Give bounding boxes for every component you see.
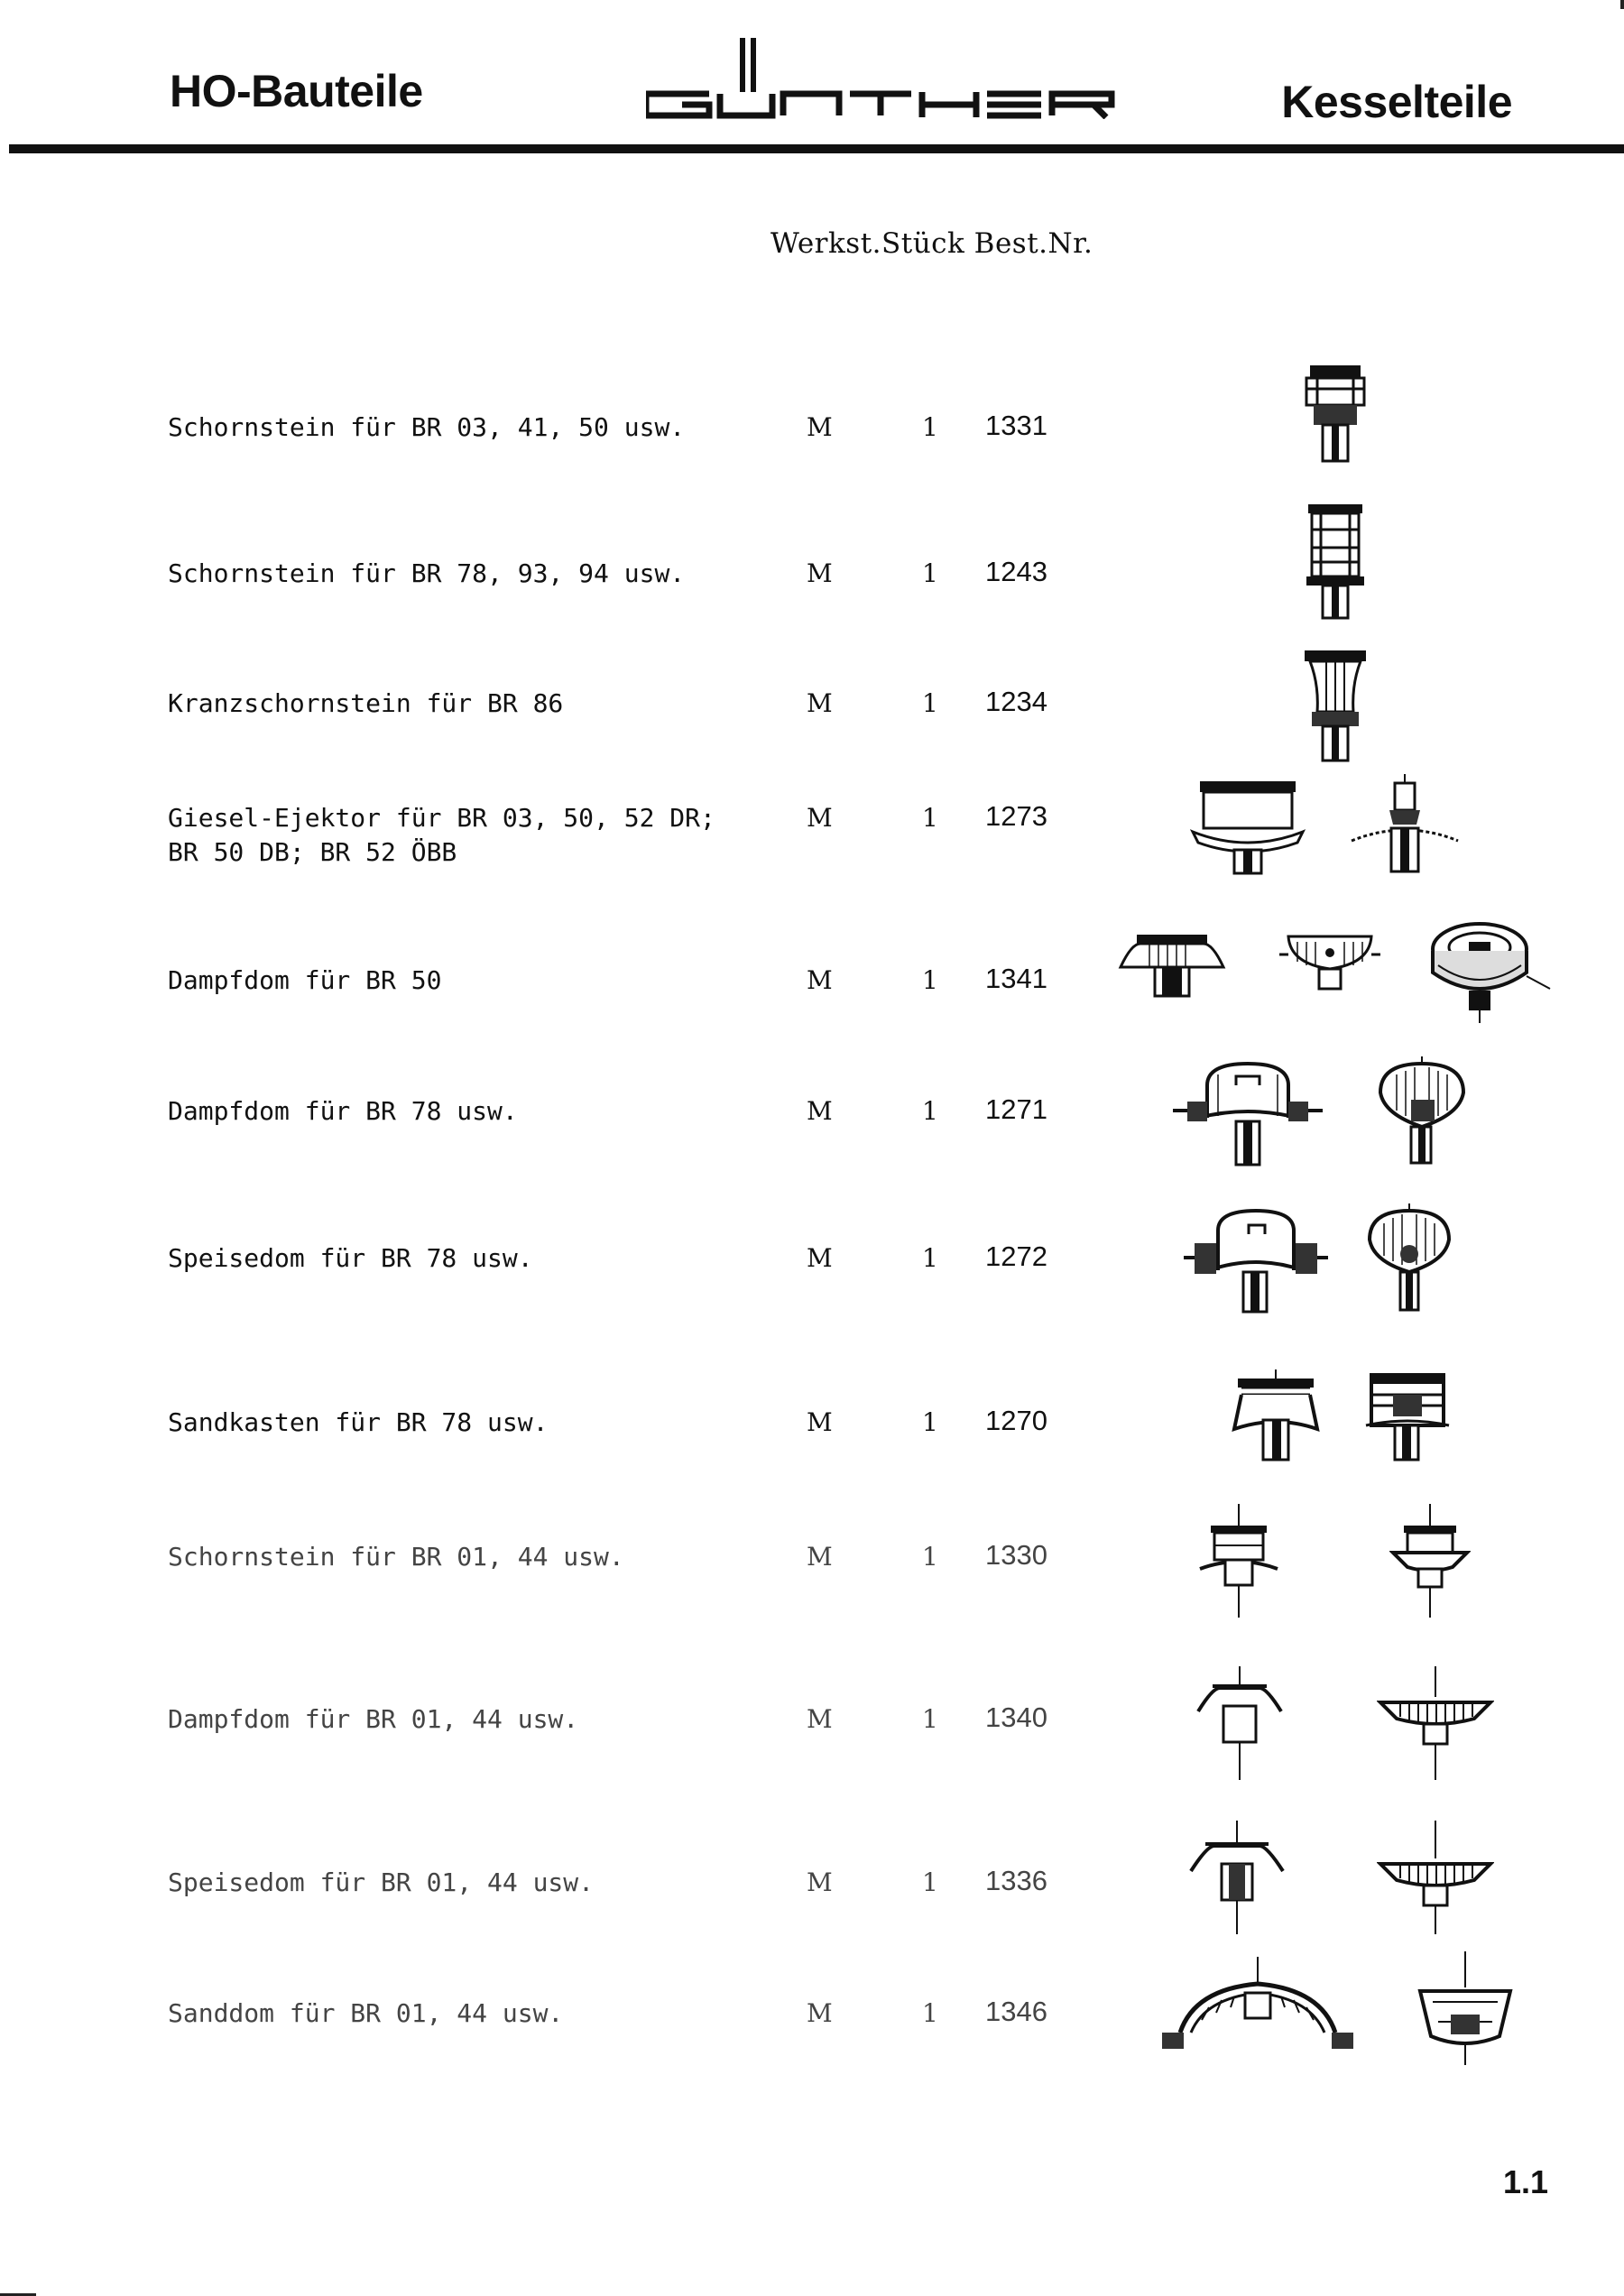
item-quantity: 1: [922, 1867, 938, 1897]
item-quantity: 1: [922, 558, 938, 588]
item-order-number: 1271: [985, 1093, 1047, 1125]
item-quantity: 1: [922, 1704, 938, 1734]
sand-dome-drawing-side: [1158, 1957, 1357, 2056]
header-right-title: Kesselteile: [1281, 77, 1512, 127]
item-quantity: 1: [922, 412, 938, 442]
scan-edge-mark: [1620, 0, 1624, 9]
list-item: [0, 1996, 1624, 2105]
list-item: [0, 1406, 1624, 1514]
item-order-number: 1330: [985, 1539, 1047, 1571]
item-workshop: M: [807, 688, 833, 718]
steam-dome-drawing-perspective: [1426, 918, 1552, 1025]
chimney-drawing: [1299, 364, 1371, 472]
item-order-number: 1331: [985, 410, 1047, 441]
sandbox-drawing-side: [1231, 1369, 1321, 1463]
item-workshop: M: [807, 965, 833, 995]
steam-dome-drawing-side: [1113, 931, 1231, 1000]
item-description: Speisedom für BR 78 usw.: [168, 1243, 533, 1273]
item-order-number: 1346: [985, 1996, 1047, 2027]
list-item: [0, 557, 1624, 665]
steam-dome-drawing-front: [1276, 933, 1384, 992]
item-description: Schornstein für BR 01, 44 usw.: [168, 1542, 624, 1572]
item-workshop: M: [807, 1096, 833, 1126]
item-workshop: M: [807, 1867, 833, 1897]
steam-dome-drawing-side: [1171, 1058, 1324, 1168]
chimney-drawing: [1299, 503, 1371, 620]
item-description: Dampfdom für BR 50: [168, 965, 442, 995]
item-description: Sandkasten für BR 78 usw.: [168, 1407, 549, 1437]
list-item: [0, 801, 1624, 909]
item-workshop: M: [807, 558, 833, 588]
item-description: Dampfdom für BR 01, 44 usw.: [168, 1704, 579, 1734]
item-description: Schornstein für BR 03, 41, 50 usw.: [168, 412, 686, 442]
feed-dome-drawing-front: [1377, 1821, 1494, 1938]
item-description: Sanddom für BR 01, 44 usw.: [168, 1998, 564, 2028]
item-order-number: 1272: [985, 1240, 1047, 1272]
item-order-number: 1234: [985, 686, 1047, 717]
item-workshop: M: [807, 1704, 833, 1734]
item-order-number: 1336: [985, 1865, 1047, 1896]
chimney-drawing-front: [1389, 1504, 1471, 1621]
item-quantity: 1: [922, 1243, 938, 1273]
item-description: Kranzschornstein für BR 86: [168, 688, 564, 718]
item-workshop: M: [807, 1998, 833, 2028]
list-item: [0, 1702, 1624, 1811]
ejector-drawing-front: [1189, 778, 1306, 877]
header-rule: [9, 144, 1624, 153]
header-left-title: HO-Bauteile: [170, 66, 423, 116]
feed-dome-drawing-front: [1362, 1203, 1456, 1315]
item-quantity: 1: [922, 1542, 938, 1572]
list-item: [0, 410, 1624, 519]
list-item: [0, 1094, 1624, 1203]
sandbox-drawing-front: [1362, 1369, 1453, 1463]
list-item: [0, 1241, 1624, 1350]
steam-dome-drawing-front: [1377, 1666, 1494, 1784]
item-quantity: 1: [922, 1998, 938, 2028]
page-number: 1.1: [1502, 2163, 1548, 2200]
item-workshop: M: [807, 412, 833, 442]
item-workshop: M: [807, 1243, 833, 1273]
item-quantity: 1: [922, 965, 938, 995]
item-order-number: 1243: [985, 556, 1047, 587]
item-quantity: 1: [922, 1407, 938, 1437]
item-workshop: M: [807, 1542, 833, 1572]
item-order-number: 1273: [985, 800, 1047, 832]
item-order-number: 1341: [985, 963, 1047, 994]
list-item: [0, 1540, 1624, 1648]
guenther-logo: [646, 38, 1115, 119]
list-item: [0, 1866, 1624, 1974]
item-quantity: 1: [922, 688, 938, 718]
sand-dome-drawing-front: [1415, 1951, 1516, 2069]
item-workshop: M: [807, 1407, 833, 1437]
item-description: Dampfdom für BR 78 usw.: [168, 1096, 518, 1126]
crown-chimney-drawing: [1299, 649, 1371, 766]
feed-dome-drawing-side: [1187, 1821, 1287, 1938]
item-quantity: 1: [922, 1096, 938, 1126]
feed-dome-drawing-side: [1182, 1203, 1330, 1315]
item-quantity: 1: [922, 803, 938, 833]
steam-dome-drawing-front: [1375, 1056, 1469, 1168]
ejector-drawing-side: [1346, 774, 1463, 875]
item-workshop: M: [807, 803, 833, 833]
list-item: [0, 964, 1624, 1072]
item-description: Schornstein für BR 78, 93, 94 usw.: [168, 558, 686, 588]
chimney-drawing-side: [1198, 1504, 1279, 1621]
item-description: Speisedom für BR 01, 44 usw.: [168, 1867, 595, 1897]
item-order-number: 1270: [985, 1405, 1047, 1436]
item-description: Giesel-Ejektor für BR 03, 50, 52 DR; BR 50 DB; BR 52 ÖBB: [168, 803, 715, 867]
item-order-number: 1340: [985, 1701, 1047, 1733]
steam-dome-drawing-side: [1195, 1666, 1285, 1784]
column-headings: Werkst.Stück Best.Nr.: [770, 227, 1093, 260]
